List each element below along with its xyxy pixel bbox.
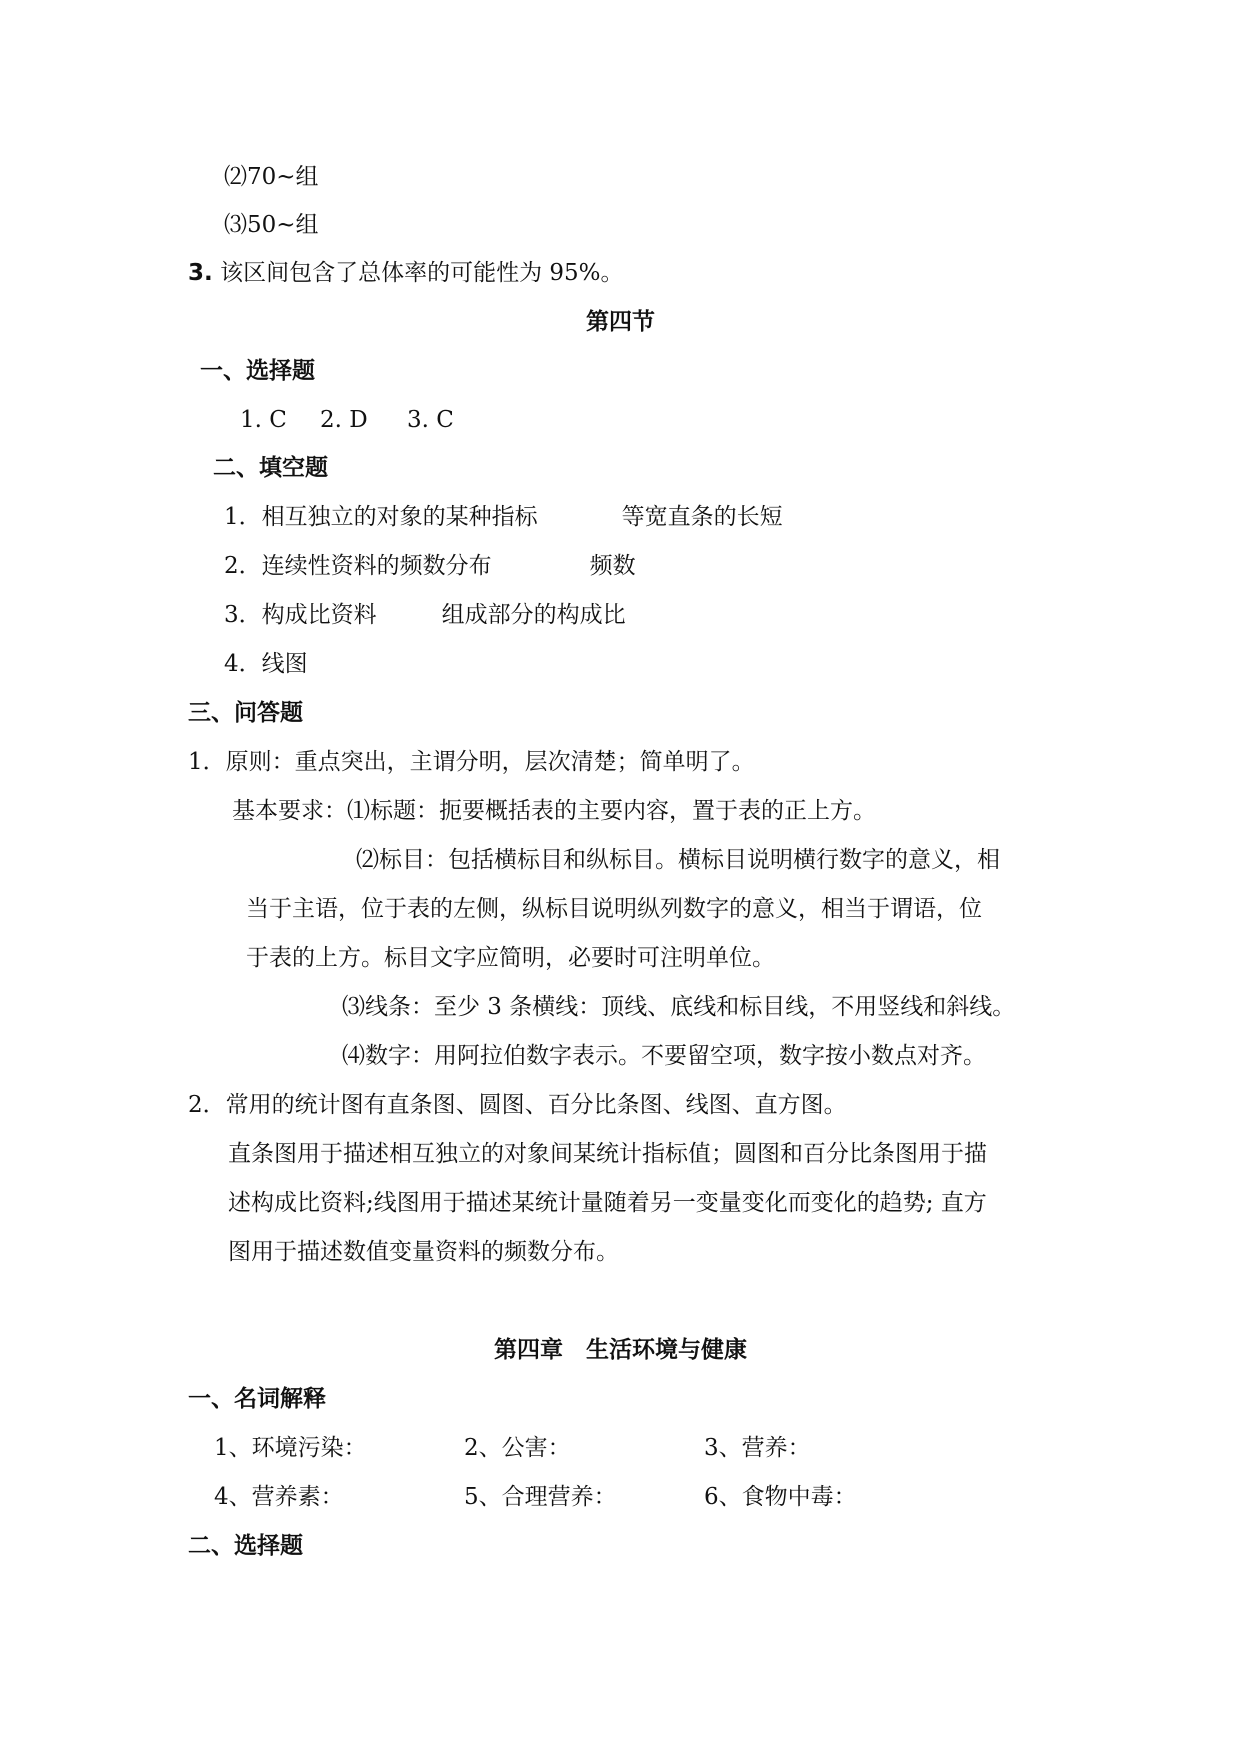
choice-answer: 2. D	[320, 407, 368, 433]
term-item: 5、合理营养：	[464, 1484, 617, 1510]
section-title: 第四节	[586, 309, 655, 335]
choice-heading: 一、选择题	[200, 358, 315, 384]
fill-item-answer-a: 构成比资料	[261, 602, 377, 628]
choice-answer: 1. C	[240, 407, 287, 433]
fill-item-number: 1．	[224, 504, 262, 530]
qa-q1-line6: ⑶线条：至少 3 条横线：顶线、底线和标目线，不用竖线和斜线。	[342, 994, 1016, 1020]
chapter-choice-heading: 二、选择题	[188, 1533, 303, 1559]
qa-q1-line2: 基本要求：⑴标题：扼要概括表的主要内容，置于表的正上方。	[232, 798, 876, 824]
qa-heading: 三、问答题	[188, 700, 303, 726]
fill-item-answer-b: 频数	[589, 553, 636, 579]
chapter-title: 第四章 生活环境与健康	[494, 1337, 747, 1363]
qa-q1-number: 1．	[188, 749, 226, 775]
fill-item-answer-a: 相互独立的对象的某种指标	[261, 504, 538, 530]
qa-q1-line3: ⑵标目：包括横标目和纵标目。横标目说明横行数字的意义，相	[356, 847, 1000, 873]
choice-answer: 3. C	[407, 407, 454, 433]
fill-item-answer-b: 组成部分的构成比	[441, 602, 626, 628]
fill-heading: 二、填空题	[213, 455, 328, 481]
fill-item-answer-b: 等宽直条的长短	[621, 504, 783, 530]
fill-item	[224, 551, 636, 581]
term-item: 4、营养素：	[214, 1484, 344, 1510]
fill-item-answer-a: 连续性资料的频数分布	[261, 553, 492, 579]
top-line-3-number: 3.	[188, 260, 213, 286]
fill-item-answer-a: 线图	[261, 651, 308, 677]
term-item: 3、营养：	[704, 1435, 811, 1461]
qa-q2-line2: 直条图用于描述相互独立的对象间某统计指标值；圆图和百分比条图用于描	[228, 1141, 987, 1167]
qa-q2-line1	[188, 1090, 847, 1120]
terms-heading: 一、名词解释	[188, 1386, 326, 1412]
top-line-2: ⑶50~组	[224, 212, 319, 238]
term-item: 2、公害：	[464, 1435, 571, 1461]
qa-q1-line1	[188, 747, 755, 777]
top-line-3-text: 该区间包含了总体率的可能性为 95%。	[220, 260, 624, 286]
qa-q2-line3: 述构成比资料;线图用于描述某统计量随着另一变量变化而变化的趋势; 直方	[228, 1190, 987, 1216]
term-item: 1、环境污染：	[214, 1435, 367, 1461]
qa-q1-line5: 于表的上方。标目文字应简明，必要时可注明单位。	[246, 945, 775, 971]
fill-item	[224, 502, 783, 532]
qa-q1-line4: 当于主语，位于表的左侧，纵标目说明纵列数字的意义，相当于谓语，位	[246, 896, 982, 922]
terms-row-2	[214, 1482, 857, 1512]
fill-item-number: 2．	[224, 553, 262, 579]
fill-item	[224, 600, 626, 630]
qa-q1-principle: 原则：重点突出，主谓分明，层次清楚；简单明了。	[225, 749, 755, 775]
qa-q2-line4: 图用于描述数值变量资料的频数分布。	[228, 1239, 619, 1265]
fill-item-number: 4．	[224, 651, 262, 677]
qa-q1-line7: ⑷数字：用阿拉伯数字表示。不要留空项，数字按小数点对齐。	[342, 1043, 986, 1069]
qa-q2-number: 2．	[188, 1092, 226, 1118]
choice-answers	[240, 405, 454, 435]
fill-item-number: 3．	[224, 602, 262, 628]
qa-q2-text: 常用的统计图有直条图、圆图、百分比条图、线图、直方图。	[225, 1092, 847, 1118]
term-item: 6、食物中毒：	[704, 1484, 857, 1510]
top-line-1: ⑵70~组	[224, 164, 319, 190]
top-line-3	[188, 258, 624, 288]
terms-row-1	[214, 1433, 811, 1463]
fill-item	[224, 649, 308, 679]
